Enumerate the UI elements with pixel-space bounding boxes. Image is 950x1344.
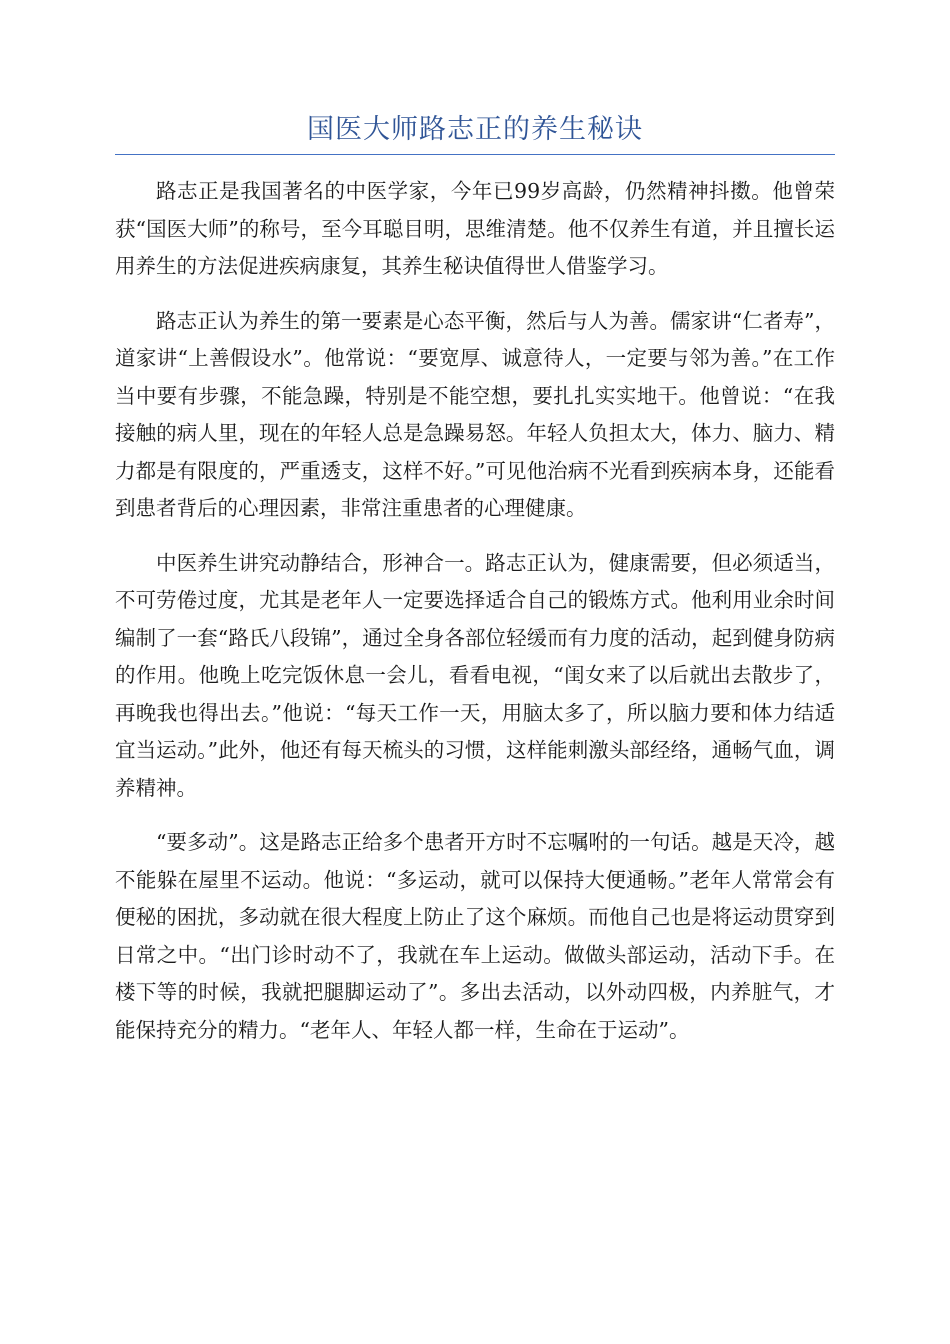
title-underline: [115, 154, 835, 155]
paragraph-1: 路志正是我国著名的中医学家，今年已99岁高龄，仍然精神抖擞。他曾荣获“国医大师”的称号，至今耳聪目明，思维清楚。他不仅养生有道，并且擅长运用养生的方法促进疾病康复，其养生秘诀值得世人借鉴学习。: [115, 179, 835, 278]
paragraph-2: 路志正认为养生的第一要素是心态平衡，然后与人为善。儒家讲“仁者寿”，道家讲“上善假设水”。他常说：“要宽厚、诚意待人，一定要与邻为善。”在工作当中要有步骤，不能急躁，特别是不能空想，要扎扎实实地干。他曾说：“在我接触的病人里，现在的年轻人总是急躁易怒。年轻人负担太大，体力、脑力、精力都是有限度的，严重透支，这样不好。”可见他治病不光看到疾病本身，还能看到患者背后的心理因素，非常注重患者的心理健康。: [115, 308, 835, 520]
paragraph-4: “要多动”。这是路志正给多个患者开方时不忘嘱咐的一句话。越是天冷，越不能躲在屋里不运动。他说：“多运动，就可以保持大便通畅。”老年人常常会有便秘的困扰，多动就在很大程度上防止了这个麻烦。而他自己也是将运动贯穿到日常之中。“出门诊时动不了，我就在车上运动。做做头部运动，活动下手。在楼下等的时候，我就把腿脚运动了”。多出去活动，以外动四极，内养脏气，才能保持充分的精力。“老年人、年轻人都一样，生命在于运动”。: [115, 830, 835, 1042]
paragraph-3: 中医养生讲究动静结合，形神合一。路志正认为，健康需要，但必须适当，不可劳倦过度，尤其是老年人一定要选择适合自己的锻炼方式。他利用业余时间编制了一套“路氏八段锦”，通过全身各部位轻缓而有力度的活动，起到健身防病的作用。他晚上吃完饭休息一会儿，看看电视，“闺女来了以后就出去散步了，再晚我也得出去。”他说：“每天工作一天，用脑太多了，所以脑力要和体力结适宜当运动。”此外，他还有每天梳头的习惯，这样能刺激头部经络，通畅气血，调养精神。: [115, 550, 835, 800]
document-body: [115, 173, 835, 1066]
document-title: 国医大师路志正的养生秘诀: [307, 114, 643, 145]
